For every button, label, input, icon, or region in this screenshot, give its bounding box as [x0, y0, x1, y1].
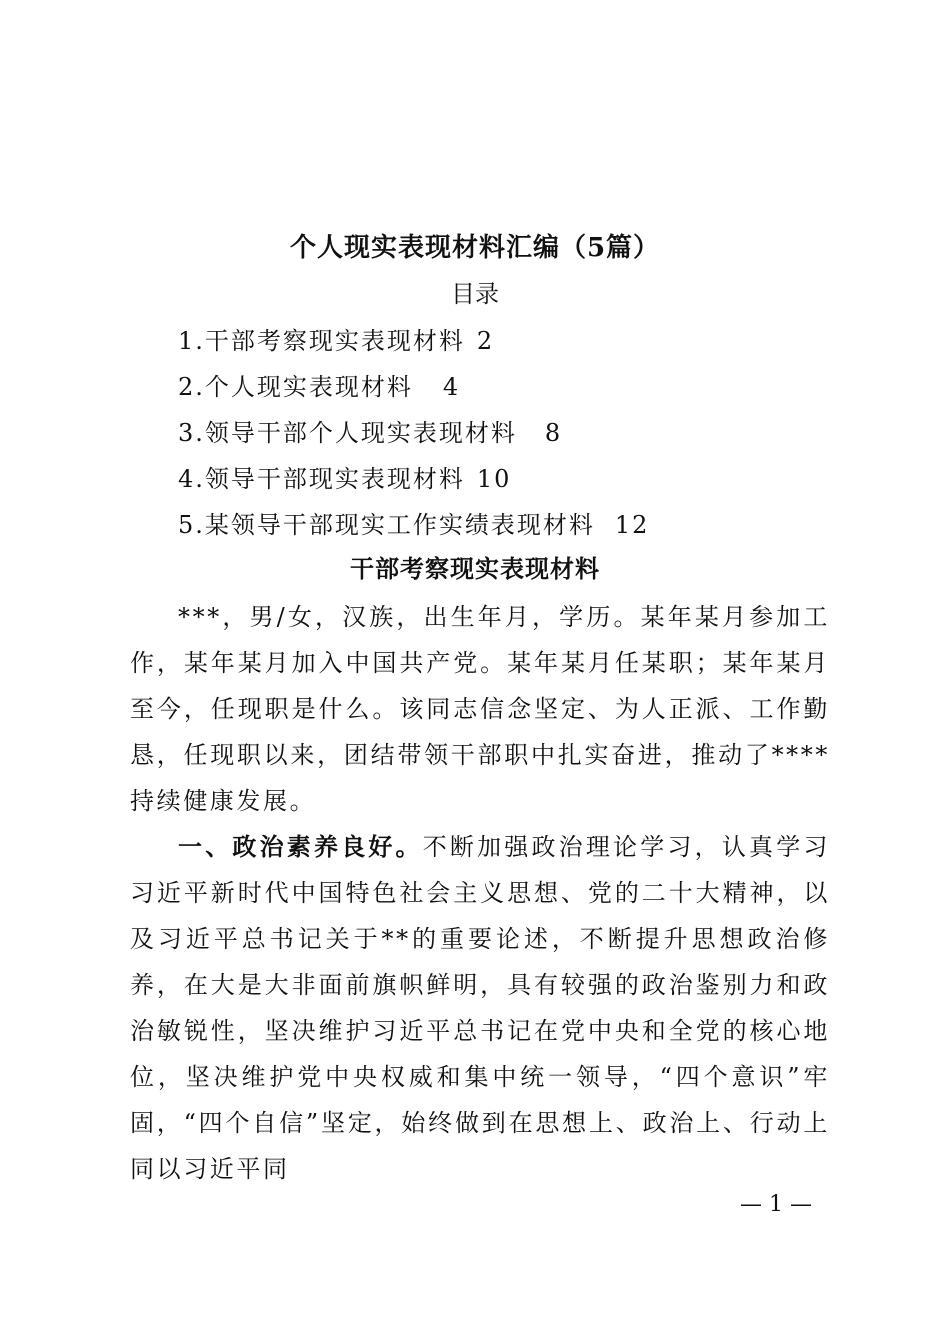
toc-entry[interactable]	[178, 410, 649, 456]
page-number: — 1 —	[740, 1192, 812, 1217]
toc-heading: 目录	[451, 280, 499, 308]
toc-entry-page: 8	[544, 419, 563, 447]
intro-paragraph: ***，男/女，汉族，出生年月，学历。某年某月参加工作，某年某月加入中国共产党。某年某月任某职；某年某月至今，任现职是什么。该同志信念坚定、为人正派、工作勤恳，任现职以来，团结带领干部职中扎实奋进，推动了****持续健康发展。	[130, 603, 830, 815]
toc-entry-page: 12	[614, 511, 650, 539]
toc-entry[interactable]	[178, 502, 649, 548]
toc-entry-page: 10	[476, 465, 512, 493]
document-title: 个人现实表现材料汇编（5篇）	[289, 233, 661, 263]
toc-entry-label: 4.领导干部现实表现材料	[178, 465, 465, 493]
toc-entry-label: 3.领导干部个人现实表现材料	[178, 419, 517, 447]
political-quality-paragraph	[130, 824, 830, 1192]
paragraph-lead-heading: 一、政治素养良好。	[178, 832, 423, 861]
toc-entry-label: 5.某领导干部现实工作实绩表现材料	[178, 511, 595, 539]
toc-entry[interactable]	[178, 318, 649, 364]
toc-entry[interactable]	[178, 456, 649, 502]
toc-entry-page: 4	[442, 373, 461, 401]
toc-entry-label: 2.个人现实表现材料	[178, 373, 413, 401]
paragraph-body: 不断加强政治理论学习，认真学习习近平新时代中国特色社会主义思想、党的二十大精神，以及习近平总书记关于**的重要论述，不断提升思想政治修养，在大是大非面前旗帜鲜明，具有较强的政治鉴别力和政治敏锐性，坚决维护习近平总书记在党中央和全党的核心地位，坚决维护党中央权威和集中统一领导，“四个意识”牢固，“四个自信”坚定，始终做到在思想上、政治上、行动上同以习近平同	[130, 833, 830, 1183]
toc-entry-page: 2	[476, 327, 495, 355]
toc-entry[interactable]	[178, 364, 649, 410]
section-title: 干部考察现实表现材料	[350, 554, 600, 583]
table-of-contents	[178, 318, 649, 548]
toc-entry-label: 1.干部考察现实表现材料	[178, 327, 465, 355]
